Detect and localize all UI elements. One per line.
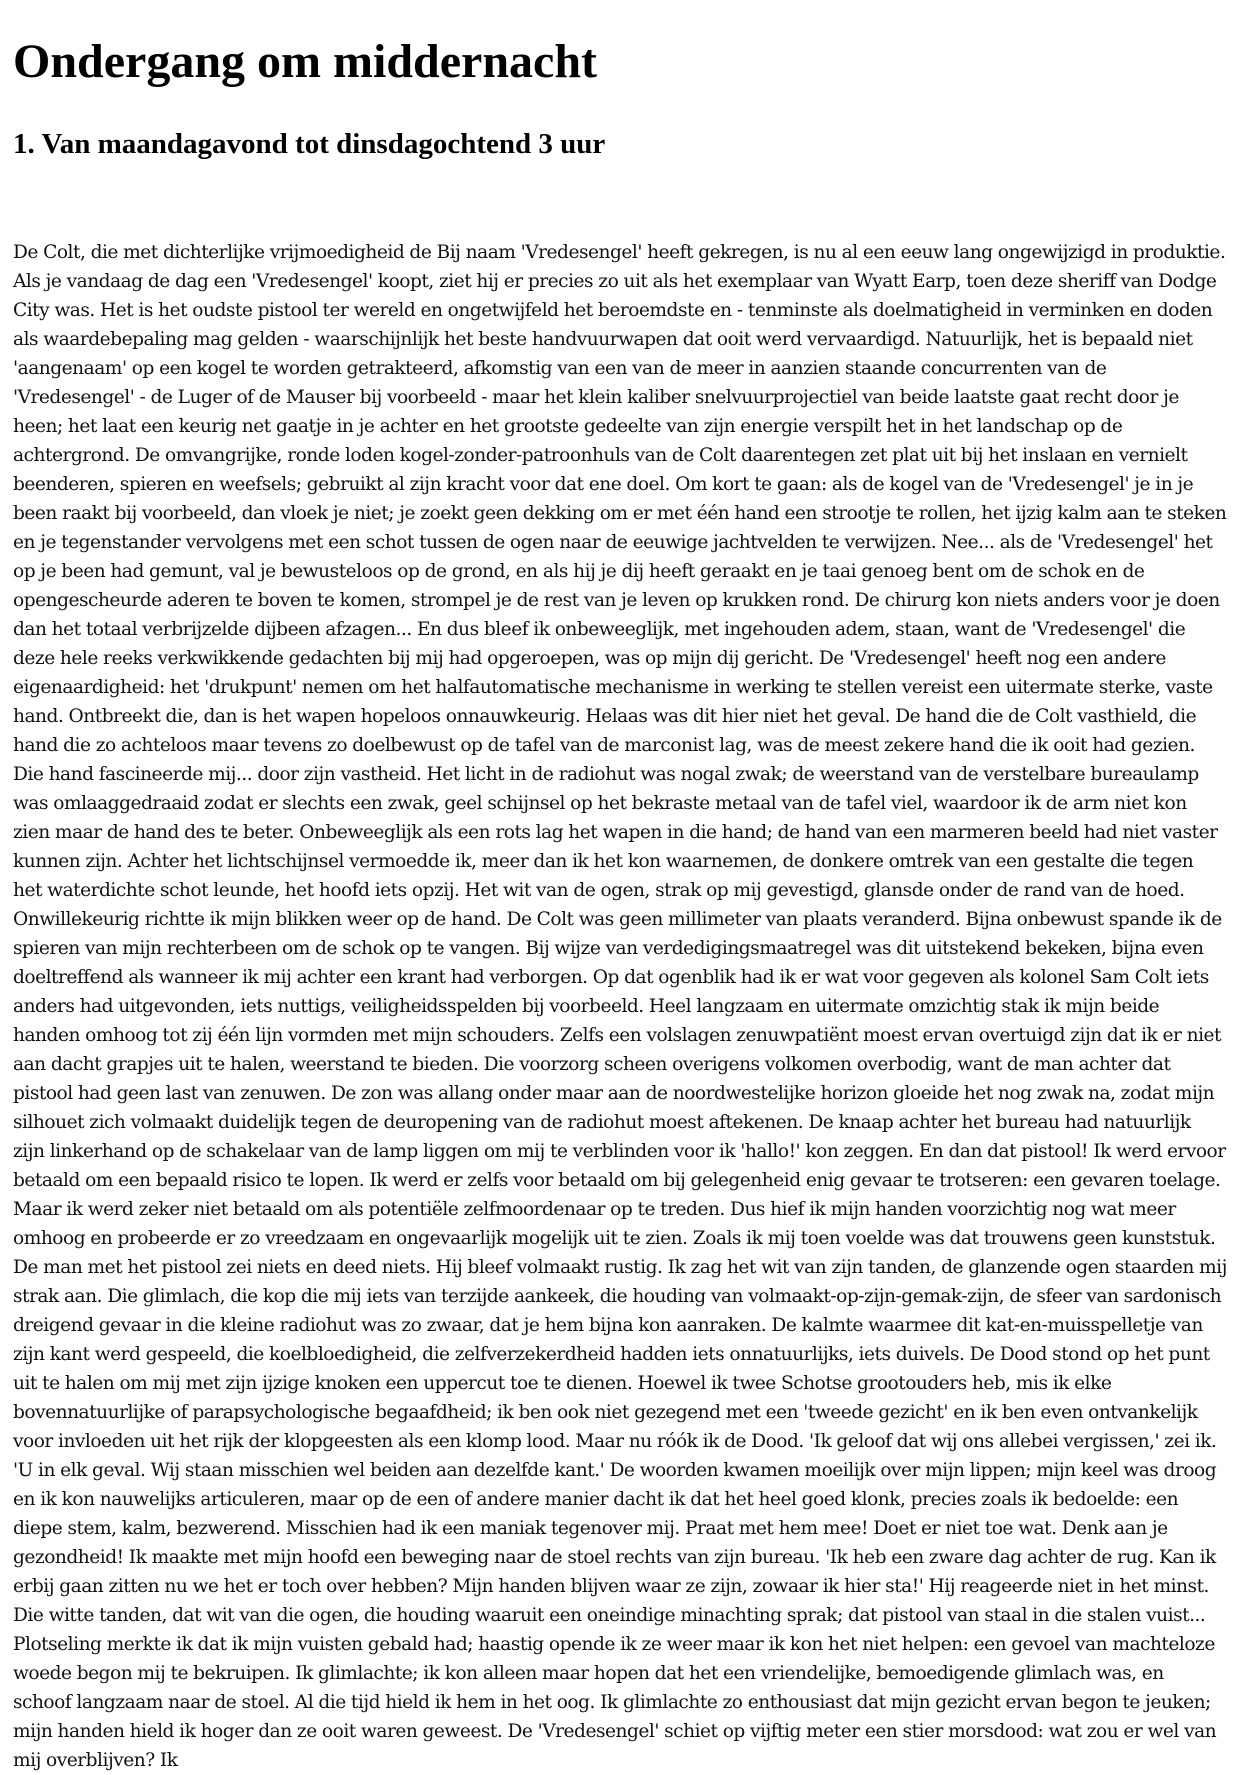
chapter-heading: 1. Van maandagavond tot dinsdagochtend 3 uur [13, 128, 606, 160]
body-paragraph: De Colt, die met dichterlijke vrijmoedigheid de Bij naam 'Vredesengel' heeft gekregen, is nu al een eeuw lang ongewijzigd in produktie. Als je vandaag de dag een 'Vredesengel' koopt, ziet hij er precies zo uit als het exemplaar van Wyatt Earp, toen deze sheriff van Dodge City was. Het is het oudste pistool ter wereld en ongetwijfeld het beroemdste en - tenminste als doelmatigheid in verminken en doden als waardebepaling mag gelden - waarschijnlijk het beste handvuurwapen dat ooit werd vervaardigd. Natuurlijk, het is bepaald niet 'aangenaam' op een kogel te worden getrakteerd, afkomstig van een van de meer in aanzien staande concurrenten van de 'Vredesengel' - de Luger of de Mauser bij voorbeeld - maar het klein kaliber snelvuurprojectiel van beide laatste gaat recht door je heen; het laat een keurig net gaatje in je achter en het grootste gedeelte van zijn energie verspilt het in het landschap op de achtergrond. De omvangrijke, ronde loden kogel-zonder-patroonhuls van de Colt daarentegen zet plat uit bij het inslaan en vernielt beenderen, spieren en weefsels; gebruikt al zijn kracht voor dat ene doel. Om kort te gaan: als de kogel van de 'Vredesengel' je in je been raakt bij voorbeeld, dan vloek je niet; je zoekt geen dekking om er met één hand een strootje te rollen, het ijzig kalm aan te steken en je tegenstander vervolgens met een schot tussen de ogen naar de eeuwige jachtvelden te verwijzen. Nee... als de 'Vredesengel' het op je been had gemunt, val je bewusteloos op de grond, en als hij je dij heeft geraakt en je taai genoeg bent om de schok en de opengescheurde aderen te boven te komen, strompel je de rest van je leven op krukken rond. De chirurg kon niets anders voor je doen dan het totaal verbrijzelde dijbeen afzagen... En dus bleef ik onbeweeglijk, met ingehouden adem, staan, want de 'Vredesengel' die deze hele reeks verkwikkende gedachten bij mij had opgeroepen, was op mijn dij gericht. De 'Vredesengel' heeft nog een andere eigenaardigheid: het 'drukpunt' nemen om het halfautomatische mechanisme in werking te stellen vereist een uitermate sterke, vaste hand. Ontbreekt die, dan is het wapen hopeloos onnauwkeurig. Helaas was dit hier niet het geval. De hand die de Colt vasthield, die hand die zo achteloos maar tevens zo doelbewust op de tafel van de marconist lag, was de meest zekere hand die ik ooit had gezien. Die hand fascineerde mij... door zijn vastheid. Het licht in de radiohut was nogal zwak; de weerstand van de verstelbare bureaulamp was omlaaggedraaid zodat er slechts een zwak, geel schijnsel op het bekraste metaal van de tafel viel, waardoor ik de arm niet kon zien maar de hand des te beter. Onbeweeglijk als een rots lag het wapen in die hand; de hand van een marmeren beeld had niet vaster kunnen zijn. Achter het lichtschijnsel vermoedde ik, meer dan ik het kon waarnemen, de donkere omtrek van een gestalte die tegen het waterdichte schot leunde, het hoofd iets opzij. Het wit van de ogen, strak op mij gevestigd, glansde onder de rand van de hoed. Onwillekeurig richtte ik mijn blikken weer op de hand. De Colt was geen millimeter van plaats veranderd. Bijna onbewust spande ik de spieren van mijn rechterbeen om de schok op te vangen. Bij wijze van verdedigingsmaatregel was dit uitstekend bekeken, bijna even doeltreffend als wanneer ik mij achter een krant had verborgen. Op dat ogenblik had ik er wat voor gegeven als kolonel Sam Colt iets anders had uitgevonden, iets nuttigs, veiligheidsspelden bij voorbeeld. Heel langzaam en uitermate omzichtig stak ik mijn beide handen omhoog tot zij één lijn vormden met mijn schouders. Zelfs een volslagen zenuwpatiënt moest ervan overtuigd zijn dat ik er niet aan dacht grapjes uit te halen, weerstand te bieden. Die voorzorg scheen overigens volkomen overbodig, want de man achter dat pistool had geen last van zenuwen. De zon was allang onder maar aan de noordwestelijke horizon gloeide het nog zwak na, zodat mijn silhouet zich volmaakt duidelijk tegen de deuropening van de radiohut moest aftekenen. De knaap achter het bureau had natuurlijk zijn linkerhand op de schakelaar van de lamp liggen om mij te verblinden voor ik 'hallo!' kon zeggen. En dan dat pistool! Ik werd ervoor betaald om een bepaald risico te lopen. Ik werd er zelfs voor betaald om bij gelegenheid enig gevaar te trotseren: een gevaren toelage. Maar ik werd zeker niet betaald om als potentiële zelfmoordenaar op te treden. Dus hief ik mijn handen voorzichtig nog wat meer omhoog en probeerde er zo vreedzaam en ongevaarlijk mogelijk uit te zien. Zoals ik mij toen voelde was dat trouwens geen kunststuk. De man met het pistool zei niets en deed niets. Hij bleef volmaakt rustig. Ik zag het wit van zijn tanden, de glanzende ogen staarden mij strak aan. Die glimlach, die kop die mij iets van terzijde aankeek, die houding van volmaakt-op-zijn-gemak-zijn, de sfeer van sardonisch dreigend gevaar in die kleine radiohut was zo zwaar, dat je hem bijna kon aanraken. De kalmte waarmee dit kat-en-muisspelletje van zijn kant werd gespeeld, die koelbloedigheid, die zelfverzekerdheid hadden iets onnatuurlijks, iets duivels. De Dood stond op het punt uit te halen om mij met zijn ijzige knoken een uppercut toe te dienen. Hoewel ik twee Schotse grootouders heb, mis ik elke bovennatuurlijke of parapsychologische begaafdheid; ik ben ook niet gezegend met een 'tweede gezicht' en ik ben even ontvankelijk voor invloeden uit het rijk der klopgeesten als een klomp lood. Maar nu róók ik de Dood. 'Ik geloof dat wij ons allebei vergissen,' zei ik. 'U in elk geval. Wij staan misschien wel beiden aan dezelfde kant.' De woorden kwamen moeilijk over mijn lippen; mijn keel was droog en ik kon nauwelijks articuleren, maar op de een of andere manier dacht ik dat het heel goed klonk, precies zoals ik bedoelde: een diepe stem, kalm, bezwerend. Misschien had ik een maniak tegenover mij. Praat met hem mee! Doet er niet toe wat. Denk aan je gezondheid! Ik maakte met mijn hoofd een beweging naar de stoel rechts van zijn bureau. 'Ik heb een zware dag achter de rug. Kan ik erbij gaan zitten nu we het er toch over hebben? Mijn handen blijven waar ze zijn, zowaar ik hier sta!' Hij reageerde niet in het minst. Die witte tanden, dat wit van die ogen, die houding waaruit een oneindige minachting sprak; dat pistool van staal in die stalen vuist... Plotseling merkte ik dat ik mijn vuisten gebald had; haastig opende ik ze weer maar ik kon het niet helpen: een gevoel van machteloze woede begon mij te bekruipen. Ik glimlachte; ik kon alleen maar hopen dat het een vriendelijke, bemoedigende glimlach was, en schoof langzaam naar de stoel. Al die tijd hield ik hem in het oog. Ik glimlachte zo enthousiast dat mijn gezicht ervan begon te jeuken; mijn handen hield ik hoger dan ze ooit waren geweest. De 'Vredesengel' schiet op vijftig meter een stier morsdood: wat zou er wel van mij overblijven? Ik [13, 242, 1227, 1771]
document-title: Ondergang om middernacht [13, 35, 598, 88]
